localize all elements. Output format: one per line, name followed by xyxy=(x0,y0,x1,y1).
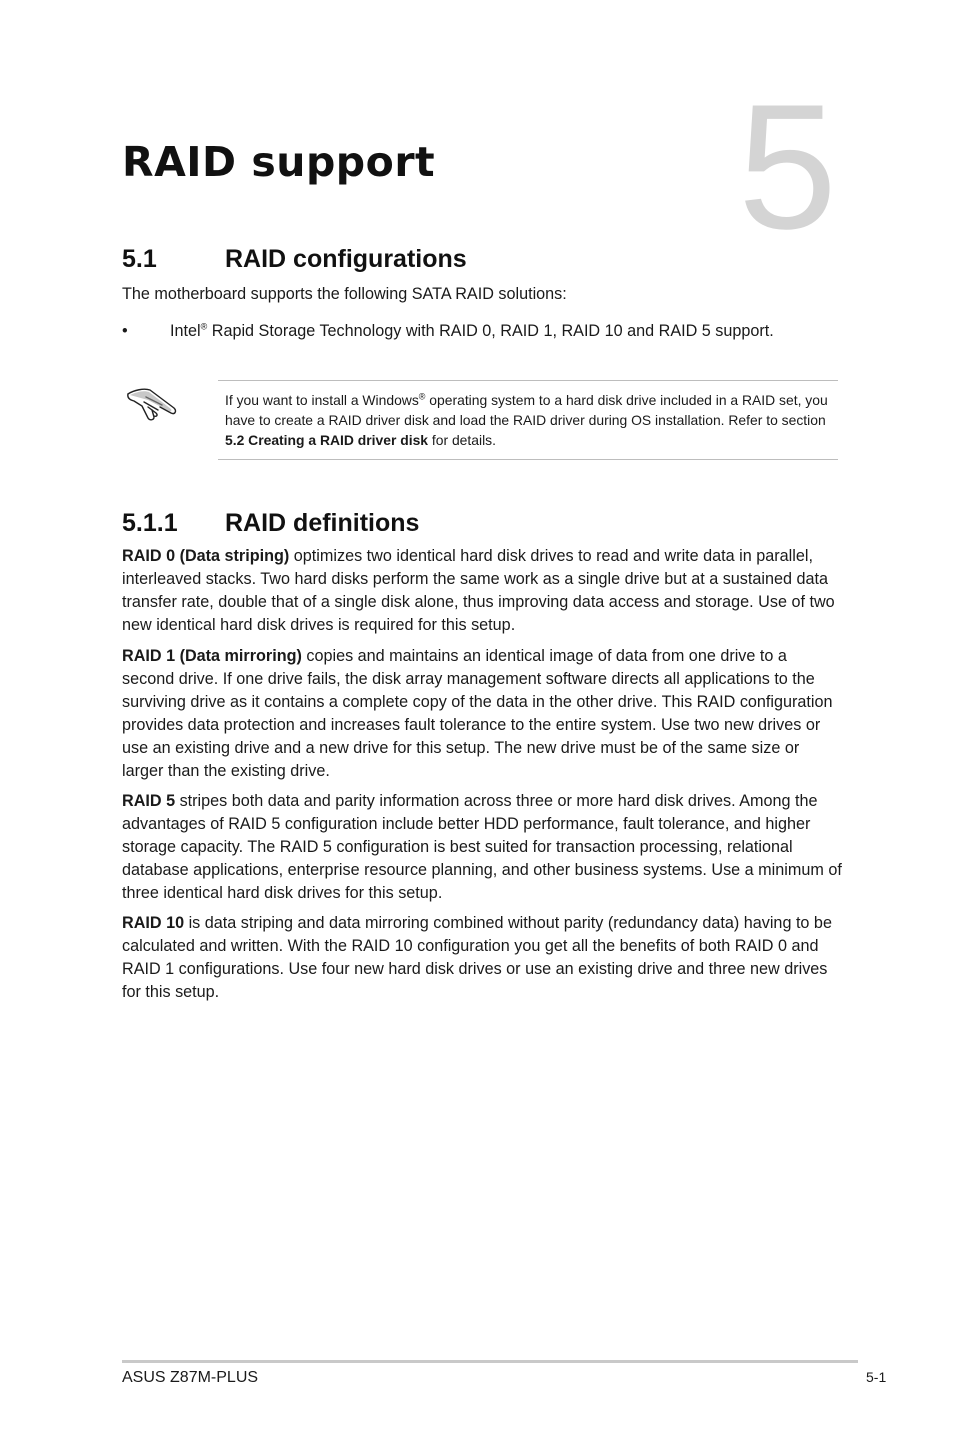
definition-raid5 xyxy=(122,790,842,905)
footer-rule xyxy=(122,1360,858,1363)
definition-term: RAID 0 (Data striping) xyxy=(122,547,290,565)
section-number: 5.1 xyxy=(122,245,157,273)
note-section-reference: 5.2 Creating a RAID driver disk xyxy=(225,432,429,448)
intro-text: The motherboard supports the following SATA RAID solutions: xyxy=(122,285,567,303)
bullet-item xyxy=(122,320,842,343)
definition-term: RAID 1 (Data mirroring) xyxy=(122,647,302,665)
section-heading xyxy=(122,246,467,274)
registered-mark: ® xyxy=(200,321,208,332)
definition-term: RAID 5 xyxy=(122,792,176,810)
note-bottom-rule xyxy=(218,459,838,460)
subsection-title: RAID definitions xyxy=(225,509,420,537)
definition-raid0 xyxy=(122,545,842,637)
definition-text: optimizes two identical hard disk drives to read and write data in parallel, interleaved stacks. Two hard disks perform the same work as a single drive but at a sustained data transfer rate, double that of a single disk alone, thus improving data access and storage. Use of two new identical hard disk drives is required for this setup. xyxy=(122,547,835,634)
definition-text: stripes both data and parity information across three or more hard disk drives. Among the advantages of RAID 5 configuration include better HDD performance, fault tolerance, and higher storage capacity. The RAID 5 configuration is best suited for transaction processing, relational database applications, enterprise resource planning, and other business systems. Use a minimum of three identical hard disk drives for this setup. xyxy=(122,792,842,902)
bullet-marker: • xyxy=(122,322,128,340)
definition-raid10 xyxy=(122,912,842,1004)
definition-term: RAID 10 xyxy=(122,914,185,932)
registered-mark: ® xyxy=(418,391,426,402)
footer-product-name: ASUS Z87M-PLUS xyxy=(122,1369,259,1386)
chapter-title: RAID support xyxy=(122,138,436,186)
note-text-tail: for details. xyxy=(428,432,496,448)
definition-text: copies and maintains an identical image of data from one drive to a second drive. If one drive fails, the disk array management software directs all applications to the surviving drive as it contains a complete copy of the data in the other drive. This RAID configuration provides data protection and increases fault tolerance to the entire system. Use two new drives or use an existing drive and a new drive for this setup. The new drive must be of the same size or larger than the existing drive. xyxy=(122,647,833,780)
note-text xyxy=(225,390,837,450)
definition-raid1 xyxy=(122,645,842,783)
section-title: RAID configurations xyxy=(225,245,467,273)
definition-text: is data striping and data mirroring combined without parity (redundancy data) having to be calculated and written. With the RAID 10 configuration you get all the benefits of both RAID 0 and RAID 1 configurations. Use four new hard disk drives or use an existing drive and three new drives for this setup. xyxy=(122,914,832,1001)
subsection-number: 5.1.1 xyxy=(122,509,178,537)
footer-page-number: 5-1 xyxy=(866,1369,887,1385)
subsection-heading xyxy=(122,510,419,538)
note-text-pre: If you want to install a Windows xyxy=(225,392,419,408)
bullet-text-post: Rapid Storage Technology with RAID 0, RAID 1, RAID 10 and RAID 5 support. xyxy=(207,322,774,340)
chapter-number: 5 xyxy=(738,67,837,266)
note-text-body: operating system to a hard disk drive included in a RAID set, you have to create a RAID driver disk and load the RAID driver during OS installation. Refer to section xyxy=(225,392,828,428)
note-top-rule xyxy=(218,380,838,381)
bullet-text-pre: Intel xyxy=(170,322,201,340)
pointing-hand-icon xyxy=(124,380,180,424)
